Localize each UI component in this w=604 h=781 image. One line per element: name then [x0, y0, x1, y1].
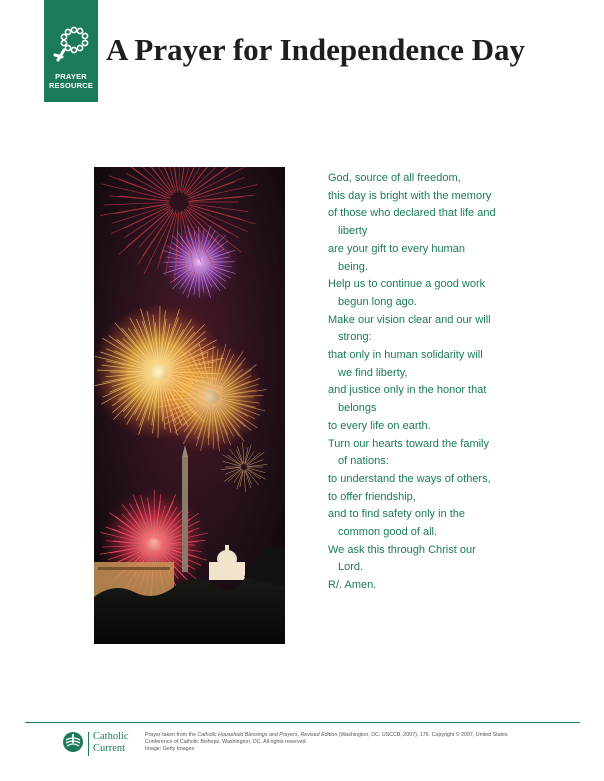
prayer-line-continuation: of nations:	[338, 455, 389, 468]
prayer-line: and to find safety only in the	[328, 508, 465, 521]
prayer-line-continuation: strong:	[338, 331, 372, 344]
prayer-line-continuation: common good of all.	[338, 526, 438, 539]
badge-line-1: PRAYER	[55, 72, 87, 81]
logo-wordmark	[93, 731, 129, 755]
prayer-text	[328, 170, 518, 595]
rosary-icon	[52, 26, 90, 68]
prayer-line: to understand the ways of others,	[328, 472, 491, 485]
footer-credits	[145, 732, 545, 753]
prayer-line: this day is bright with the memory	[328, 189, 492, 202]
prayer-line: God, source of all freedom,	[328, 172, 461, 184]
prayer-line: and justice only in the honor that	[328, 384, 487, 397]
prayer-line: Help us to continue a good work	[328, 278, 486, 291]
fireworks-photo	[94, 167, 285, 644]
prayer-line: Make our vision clear and our will	[328, 313, 491, 326]
prayer-line-continuation: Lord.	[338, 561, 364, 574]
footer-divider	[25, 722, 580, 723]
credit-pre: Prayer taken from the	[145, 732, 198, 738]
prayer-line: to every life on earth.	[328, 419, 431, 432]
credit-line-3: Image: Getty Images	[145, 746, 195, 752]
prayer-line-continuation: begun long ago.	[338, 295, 417, 308]
prayer-line: that only in human solidarity will	[328, 349, 483, 362]
credit-post: (Washington, DC: USCCB, 2007), 176. Copyright © 2007, United States	[337, 732, 508, 738]
catholic-current-logo-icon	[62, 731, 84, 753]
prayer-line-continuation: liberty	[338, 225, 368, 238]
prayer-line: of those who declared that life and	[328, 207, 496, 220]
prayer-line: R/. Amen.	[328, 579, 377, 592]
prayer-line-continuation: being.	[338, 260, 368, 273]
prayer-line-continuation: we find liberty,	[338, 366, 408, 379]
prayer-line: Turn our hearts toward the family	[328, 437, 489, 450]
badge-line-2: RESOURCE	[48, 81, 94, 90]
prayer-line-continuation: belongs	[338, 402, 377, 415]
prayer-line: are your gift to every human	[328, 242, 465, 255]
prayer-resource-badge	[44, 0, 98, 102]
credit-book-title: Catholic Household Blessings and Prayers, Revised Edition	[197, 732, 338, 738]
logo-separator	[88, 732, 89, 756]
prayer-line: We ask this through Christ our	[328, 543, 476, 556]
logo-line-1: Catholic	[93, 731, 129, 742]
credit-line-2: Conference of Catholic Bishops, Washington, DC. All rights reserved.	[145, 739, 308, 745]
prayer-line: to offer friendship,	[328, 490, 416, 503]
logo-line-2: Current	[93, 743, 126, 754]
page-title: A Prayer for Independence Day	[106, 32, 526, 67]
